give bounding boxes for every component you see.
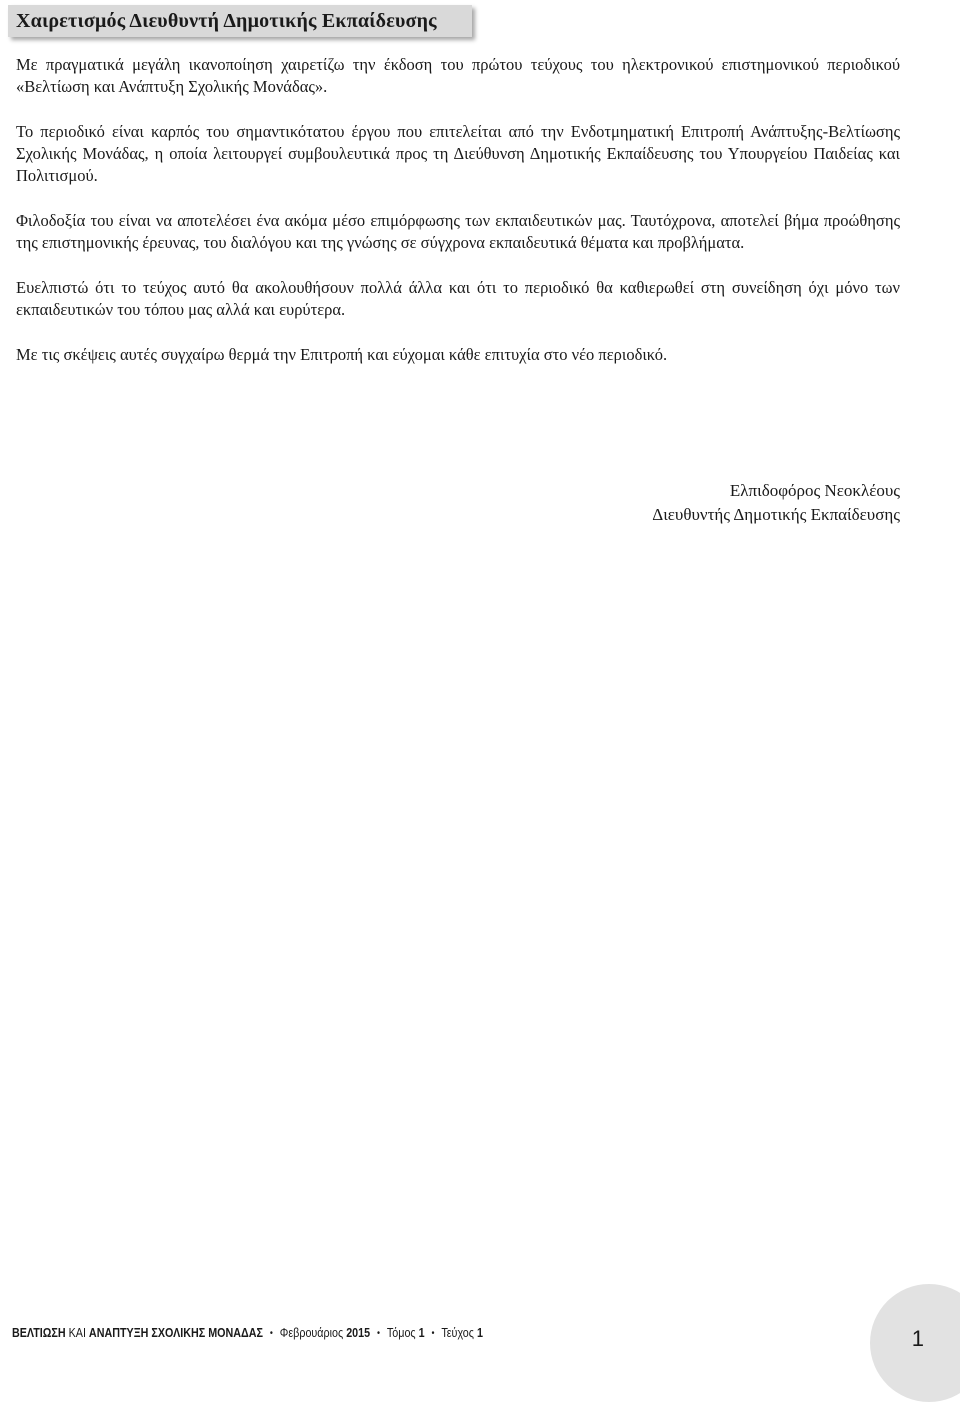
paragraph-1: Με πραγματικά μεγάλη ικανοποίηση χαιρετίζω την έκδοση του πρώτου τεύχους του ηλεκτρονικού επιστημονικού περιοδικού «Βελτίωση και Ανάπτυξη Σχολικής Μονάδας». bbox=[16, 55, 900, 96]
volume-number: 1 bbox=[418, 1326, 425, 1340]
journal-title-part1: ΒΕΛΤΙΩΣΗ bbox=[12, 1326, 66, 1340]
paragraph-4: Ευελπιστώ ότι το τεύχος αυτό θα ακολουθήσουν πολλά άλλα και ότι το περιοδικό θα καθιερωθεί στη συνείδηση όχι μόνο των εκπαιδευτικών του τόπου μας αλλά και ευρύτερα. bbox=[16, 278, 900, 319]
paragraph-5: Με τις σκέψεις αυτές συγχαίρω θερμά την Επιτροπή και εύχομαι κάθε επιτυχία στο νέο περιοδικό. bbox=[16, 345, 668, 364]
paragraph-2: Το περιοδικό είναι καρπός του σημαντικότατου έργου που επιτελείται από την Ενδοτμηματική Επιτροπή Ανάπτυξης-Βελτίωσης Σχολικής Μονάδας, η οποία λειτουργεί συμβουλευτικά προς τη Διεύθυνση Δημοτικής Εκπαίδευσης του Υπουργείου Παιδείας και Πολιτισμού. bbox=[16, 122, 900, 185]
volume-label: Τόμος bbox=[386, 1326, 416, 1340]
signature-block bbox=[652, 479, 900, 527]
issue-number: 1 bbox=[476, 1326, 483, 1340]
issue-label: Τεύχος bbox=[441, 1326, 474, 1340]
issue-info bbox=[441, 1326, 483, 1340]
separator-dot: • bbox=[376, 1327, 381, 1339]
page-title: Χαιρετισμός Διευθυντή Δημοτικής Εκπαίδευσης bbox=[16, 9, 437, 32]
journal-title bbox=[12, 1326, 263, 1340]
separator-dot: • bbox=[431, 1327, 435, 1339]
signature-name: Ελπιδοφόρος Νεοκλέους bbox=[729, 481, 900, 500]
signature-role: Διευθυντής Δημοτικής Εκπαίδευσης bbox=[652, 505, 900, 524]
issue-month: Φεβρουάριος bbox=[279, 1326, 344, 1340]
paragraph-3: Φιλοδοξία του είναι να αποτελέσει ένα ακόμα μέσο επιμόρφωσης των εκπαιδευτικών μας. Ταυτόχρονα, αποτελεί βήμα προώθησης της επιστημονικής έρευνας, του διαλόγου και της γνώσης σε σύγχρονα εκπαιδευτικά θέματα και προβλήματα. bbox=[16, 211, 900, 252]
journal-title-part3: ΑΝΑΠΤΥΞΗ ΣΧΟΛΙΚΗΣ ΜΟΝΑΔΑΣ bbox=[88, 1326, 263, 1340]
volume-info bbox=[387, 1326, 425, 1340]
title-box bbox=[8, 5, 472, 37]
issue-date bbox=[280, 1326, 370, 1340]
page-footer bbox=[12, 1326, 483, 1340]
page-number: 1 bbox=[911, 1326, 924, 1351]
issue-year: 2015 bbox=[346, 1326, 371, 1340]
article-body bbox=[16, 54, 900, 389]
journal-title-part2: ΚΑΙ bbox=[68, 1326, 86, 1340]
separator-dot: • bbox=[269, 1327, 273, 1339]
